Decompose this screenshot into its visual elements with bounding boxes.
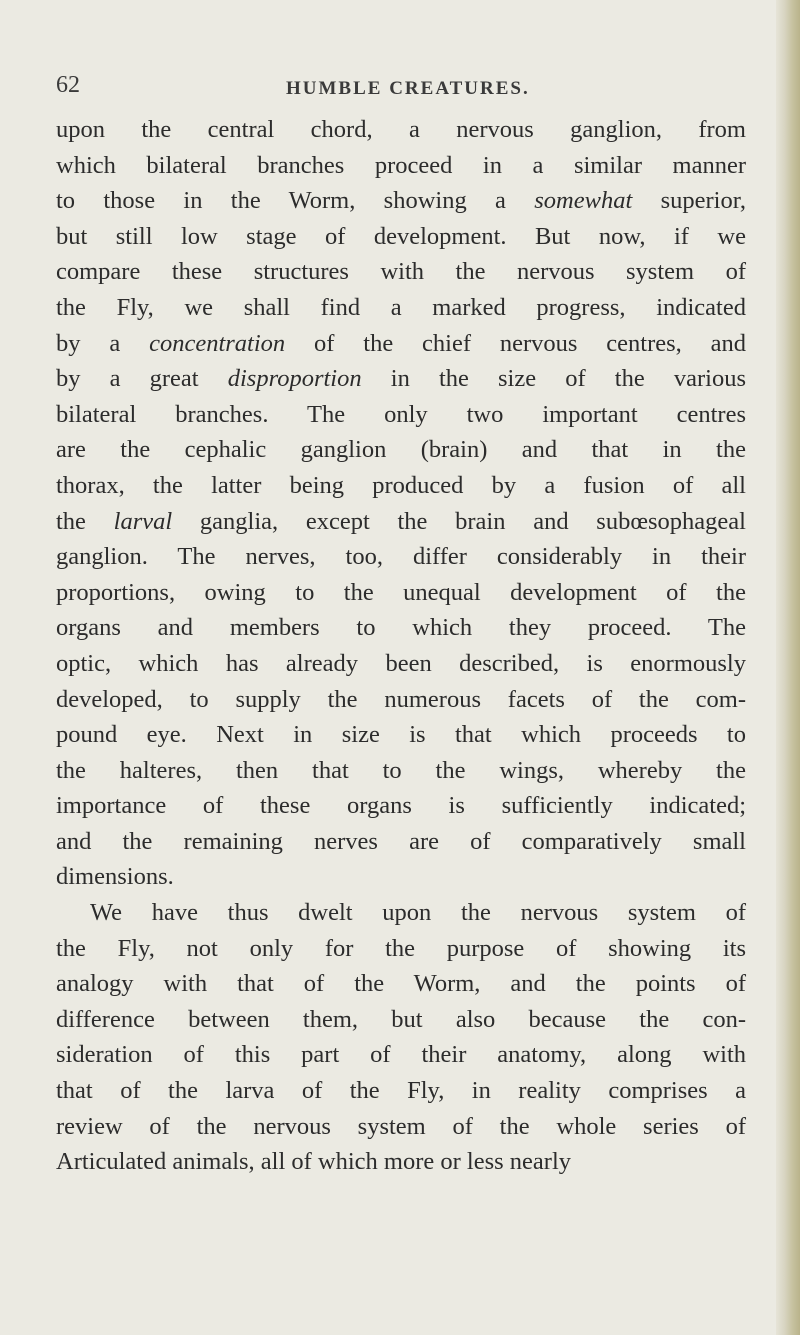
text-line [56,717,746,753]
italic-text: disproportion [227,365,362,393]
text-segment: of the chief nervous centres, and [285,329,746,357]
text-line [56,539,746,575]
text-segment: in the size of the various [361,365,746,393]
text-segment: developed, to supply the numerous facets of the com- [56,685,746,713]
text-segment: ganglion. The nerves, too, differ considerably in their [56,543,746,571]
text-line [56,610,746,646]
running-head: HUMBLE CREATURES. [286,78,530,99]
page-header [56,72,746,112]
text-segment: superior, [632,187,746,215]
italic-text: larval [113,507,173,535]
text-segment: bilateral branches. The only two important centres [56,400,746,428]
italic-text: somewhat [534,187,633,215]
text-segment: organs and members to which they proceed. The [56,614,746,642]
text-line [56,1109,746,1145]
text-line [56,788,746,824]
page-edge-shadow [776,0,800,1335]
text-line [56,361,746,397]
text-segment: optic, which has already been described, is enormously [56,649,746,677]
text-segment: but still low stage of development. But now, if we [56,222,746,250]
paragraph [56,112,746,895]
text-segment: the Fly, not only for the purpose of showing its [56,934,746,962]
text-segment: and the remaining nerves are of comparatively small [56,827,746,855]
text-segment: upon the central chord, a nervous ganglion, from [56,116,746,143]
text-segment: ganglia, except the brain and subœsophageal [172,507,746,535]
body-text [56,112,746,1180]
text-segment: compare these structures with the nervous system of [56,258,746,286]
text-segment: by a great [56,365,228,393]
text-line [56,1002,746,1038]
page-number: 62 [56,72,80,98]
text-segment: importance of these organs is sufficiently indicated; [56,792,746,820]
text-line [56,183,746,219]
italic-text: concentration [149,329,286,357]
text-line [56,254,746,290]
text-line [56,432,746,468]
text-line [56,148,746,184]
text-segment: pound eye. Next in size is that which proceeds to [56,721,746,749]
text-line [56,1037,746,1073]
text-line [56,646,746,682]
text-segment: which bilateral branches proceed in a similar manner [56,151,746,179]
text-line [56,290,746,326]
text-segment: the halteres, then that to the wings, whereby the [56,756,746,784]
text-line [56,575,746,611]
text-line [56,1144,746,1180]
text-segment: are the cephalic ganglion (brain) and that in the [56,436,746,464]
text-line [56,859,746,895]
text-segment: the Fly, we shall find a marked progress, indicated [56,293,746,321]
text-segment: dimensions. [56,863,174,891]
text-line [56,397,746,433]
text-segment: sideration of this part of their anatomy, along with [56,1041,746,1069]
text-segment: We have thus dwelt upon the nervous system of [90,899,746,927]
text-segment: analogy with that of the Worm, and the points of [56,970,746,998]
text-segment: difference between them, but also because the con- [56,1005,746,1033]
text-line [56,824,746,860]
text-segment: that of the larva of the Fly, in reality comprises a [56,1077,746,1105]
text-segment: by a [56,329,150,357]
text-line [56,504,746,540]
text-segment: Articulated animals, all of which more or less nearly [56,1148,572,1176]
text-line [56,219,746,255]
text-segment: thorax, the latter being produced by a fusion of all [56,471,746,499]
text-segment: proportions, owing to the unequal development of the [56,578,746,606]
text-segment: the [56,507,114,535]
text-line [56,753,746,789]
text-line [56,966,746,1002]
text-line [56,931,746,967]
text-segment: review of the nervous system of the whole series of [56,1112,746,1140]
text-line [56,326,746,362]
text-line [56,682,746,718]
text-line [56,1073,746,1109]
text-line [56,895,746,931]
text-line [56,112,746,148]
text-line [56,468,746,504]
text-segment: to those in the Worm, showing a [56,187,535,215]
paragraph [56,895,746,1180]
